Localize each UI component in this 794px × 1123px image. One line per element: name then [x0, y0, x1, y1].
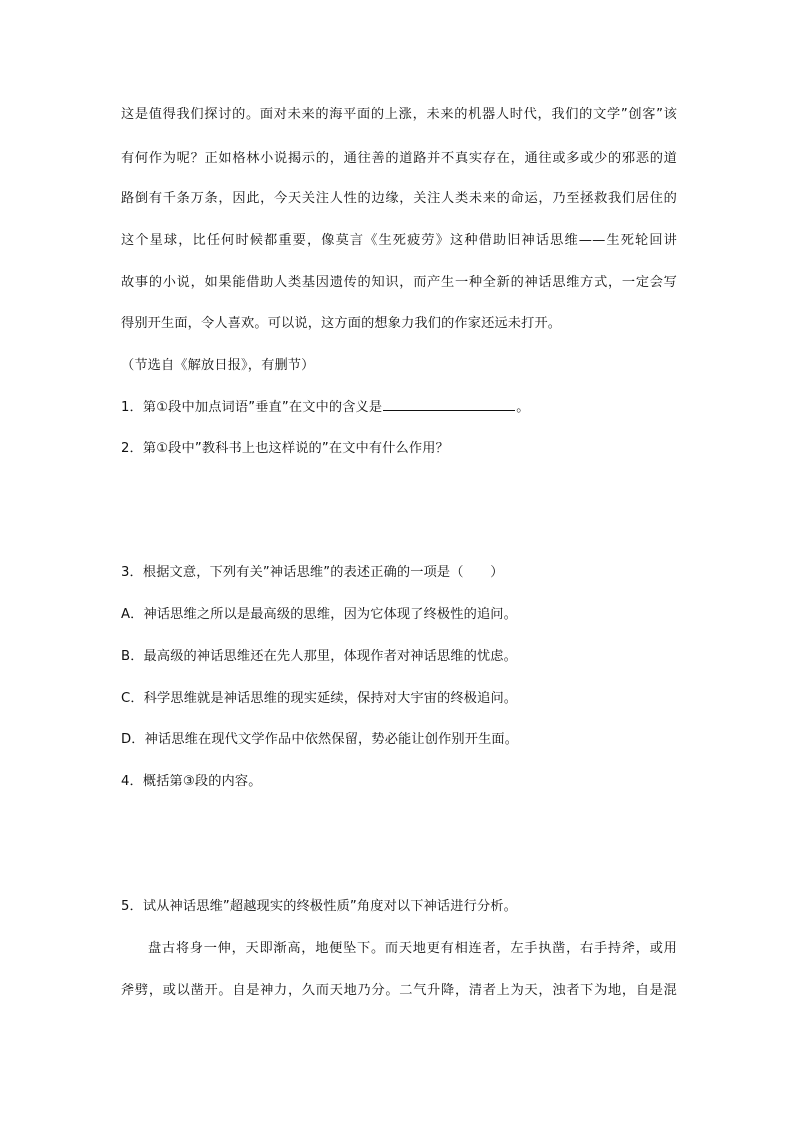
question-3-option-c: C．科学思维就是神话思维的现实延续，保持对大宇宙的终极追问。	[121, 691, 518, 706]
question-5: 5．试从神话思维”超越现实的终极性质”角度对以下神话进行分析。	[121, 899, 517, 914]
passage-line-2: 有何作为呢？正如格林小说揭示的，通往善的道路并不真实存在，通往或多或少的邪恶的道	[121, 151, 677, 166]
passage-line-3: 路倒有千条万条，因此，今天关注人性的边缘，关注人类未来的命运，乃至拯救我们居住的	[121, 191, 677, 206]
question-4: 4．概括第③段的内容。	[121, 774, 262, 789]
question-2: 2．第①段中”教科书上也这样说的”在文中有什么作用？	[121, 441, 449, 456]
question-3-option-d: D．神话思维在现代文学作品中依然保留，势必能让创作别开生面。	[121, 732, 519, 747]
myth-line-1: 盘古将身一伸，天即渐高，地便坠下。而天地更有相连者，左手执凿，右手持斧，或用	[148, 941, 677, 956]
question-1-end: 。	[516, 400, 530, 415]
answer-blank[interactable]	[383, 397, 515, 411]
question-3-option-a: A．神话思维之所以是最高级的思维，因为它体现了终极性的追问。	[121, 607, 517, 622]
question-3: 3．根据文意，下列有关”神话思维”的表述正确的一项是（ ）	[121, 565, 504, 580]
passage-line-6: 得别开生面，令人喜欢。可以说，这方面的想象力我们的作家还远未打开。	[121, 316, 562, 331]
passage-line-4: 这个星球，比任何时候都重要，像莫言《生死疲劳》这种借助旧神话思维——生死轮回讲	[121, 233, 677, 248]
passage-source: （节选自《解放日报》，有删节）	[121, 358, 315, 373]
question-3-option-b: B．最高级的神话思维还在先人那里，体现作者对神话思维的忧虑。	[121, 649, 517, 664]
question-1-text: 1．第①段中加点词语”垂直”在文中的含义是	[121, 400, 383, 415]
myth-line-2: 斧劈，或以凿开。自是神力，久而天地乃分。二气升降，清者上为天，浊者下为地，自是混	[121, 983, 677, 998]
question-1	[121, 397, 677, 418]
passage-line-1: 这是值得我们探讨的。面对未来的海平面的上涨，未来的机器人时代，我们的文学”创客”该	[121, 107, 677, 122]
passage-line-5: 故事的小说，如果能借助人类基因遗传的知识，而产生一种全新的神话思维方式，一定会写	[121, 275, 677, 290]
